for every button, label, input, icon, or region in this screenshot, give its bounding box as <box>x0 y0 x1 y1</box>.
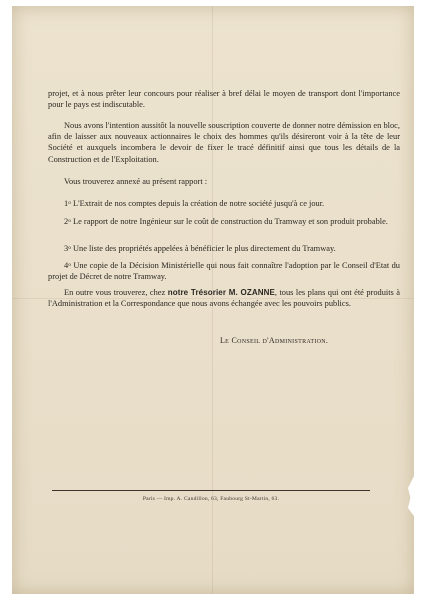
annex-number: 1$^o$ <box>64 199 71 208</box>
intention-paragraph: Nous avons l'intention aussitôt la nouvelle souscription couverte de donner notre démission en bloc, afin de laisser aux nouveaux actionnaires le choix des hommes qu'ils désireront voir à la tête de leur Société et auxquels incombera le devoir de fixer le tracé définitif ainsi que tous les détails de la Construction et de l'Exploitation. <box>48 121 400 164</box>
annex-text: L'Extrait de nos comptes depuis la création de notre société jusqu'à ce jour. <box>72 199 325 208</box>
annex-text: Le rapport de notre Ingénieur sur le coût de construction du Tramway et son produit probable. <box>72 217 388 226</box>
closing-text-start: En outre vous trouverez, chez <box>64 288 168 297</box>
footer-rule <box>52 490 370 491</box>
annex-text: Une copie de la Décision Ministérielle qui nous fait connaître l'adoption par le Conseil d'Etat du projet de Décret de notre Tramway. <box>48 261 400 282</box>
annex-item <box>48 216 400 227</box>
paper-tear <box>408 476 414 516</box>
intro-paragraph: projet, et à nous prêter leur concours pour réaliser à bref délai le moyen de transport dont l'importance pour le pays est indiscutable. <box>48 89 400 110</box>
document-page <box>12 6 414 594</box>
annex-number: 3$^o$ <box>64 244 71 253</box>
printer-footer: Paris — Imp. A. Candillon, 63, Faubourg St-Martin, 63. <box>142 496 280 502</box>
annex-number: 2$^o$ <box>64 217 71 226</box>
closing-text-end: , tous les plans qui ont été produits à l'Administration et la Correspondance que nous avons échangée avec les pouvoirs publics. <box>48 288 400 309</box>
annex-number: 4$^o$ <box>64 261 71 270</box>
treasurer-name: notre Trésorier M. OZANNE <box>167 288 275 297</box>
annex-item <box>48 198 400 209</box>
annex-item <box>48 260 400 282</box>
annex-intro: Vous trouverez annexé au présent rapport : <box>64 177 208 186</box>
annex-item <box>48 243 400 254</box>
annex-text: Une liste des propriétés appelées à bénéficier le plus directement du Tramway. <box>72 244 336 253</box>
signature: Le Conseil d'Administration. <box>220 336 329 345</box>
closing-paragraph <box>48 287 400 309</box>
